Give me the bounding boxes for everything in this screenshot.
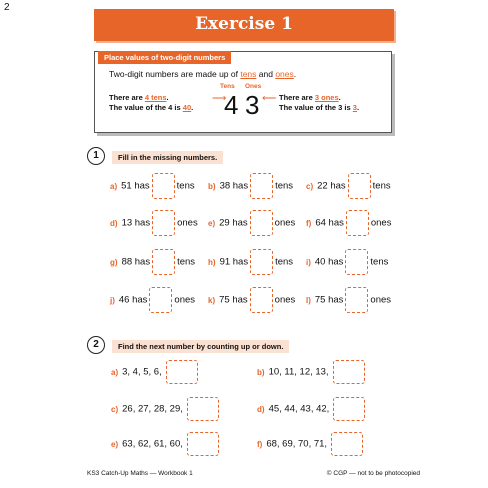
q1-item-suffix: tens xyxy=(177,256,196,268)
tens-line1-text: There are xyxy=(109,93,145,102)
q1-item xyxy=(306,287,391,313)
q1-item-text: 40 has xyxy=(314,256,344,268)
ones-line2-value: 3 xyxy=(352,103,357,112)
answer-box[interactable] xyxy=(348,173,371,199)
q1-item-suffix: ones xyxy=(370,217,392,229)
answer-box[interactable] xyxy=(250,173,273,199)
q2-item-label: c) xyxy=(111,404,119,414)
info-intro-ones: ones xyxy=(275,69,294,79)
q1-item-label: j) xyxy=(110,295,115,305)
q1-item-suffix: tens xyxy=(372,180,391,192)
q1-item xyxy=(306,173,391,199)
q1-item-text: 88 has xyxy=(121,256,151,268)
question-2-heading: Find the next number by counting up or down. xyxy=(112,340,289,353)
q1-item-label: d) xyxy=(110,218,118,228)
answer-box[interactable] xyxy=(152,249,175,275)
ones-line1-value: 3 ones xyxy=(314,93,339,102)
q1-item-label: e) xyxy=(208,218,216,228)
answer-box[interactable] xyxy=(345,249,368,275)
q1-item-label: k) xyxy=(208,295,216,305)
q1-item-label: i) xyxy=(306,257,311,267)
q2-item-label: e) xyxy=(111,439,119,449)
q1-item-suffix: tens xyxy=(176,180,195,192)
info-tag: Place values of two-digit numbers xyxy=(98,51,231,64)
q1-item-text: 75 has xyxy=(314,294,344,306)
q2-item-text: 45, 44, 43, 42, xyxy=(268,403,330,415)
q1-item-text: 46 has xyxy=(118,294,148,306)
question-2-number: 2 xyxy=(87,336,105,354)
q1-item-text: 13 has xyxy=(121,217,151,229)
tens-line2-text: The value of the 4 is xyxy=(109,103,183,112)
q2-item-label: f) xyxy=(257,439,263,449)
q1-item-suffix: ones xyxy=(274,294,296,306)
ones-line1-text: There are xyxy=(279,93,315,102)
info-box xyxy=(94,51,392,133)
digit-tens: 4 xyxy=(224,90,239,120)
answer-box[interactable] xyxy=(333,360,365,384)
q1-item-suffix: ones xyxy=(274,217,296,229)
answer-box[interactable] xyxy=(331,432,363,456)
answer-box[interactable] xyxy=(345,287,368,313)
q1-item-label: l) xyxy=(306,295,311,305)
q1-item xyxy=(208,210,295,236)
q1-item-suffix: ones xyxy=(370,294,392,306)
q2-item xyxy=(257,432,363,456)
ones-line2-text: The value of the 3 is xyxy=(279,103,353,112)
tens-line2-end: . xyxy=(191,103,194,112)
answer-box[interactable] xyxy=(333,397,365,421)
answer-box[interactable] xyxy=(152,173,175,199)
answer-box[interactable] xyxy=(187,432,219,456)
q1-item xyxy=(110,249,195,275)
q1-item-text: 51 has xyxy=(121,180,150,192)
q1-item-label: f) xyxy=(306,218,312,228)
digit-ones: 3 xyxy=(245,90,260,120)
tens-line2-value: 40 xyxy=(182,103,192,112)
q1-item-suffix: tens xyxy=(275,256,294,268)
q1-item-suffix: ones xyxy=(177,217,198,229)
answer-box[interactable] xyxy=(149,287,172,313)
q2-item-label: a) xyxy=(111,367,119,377)
q1-item xyxy=(110,287,195,313)
footer-left: KS3 Catch-Up Maths — Workbook 1 xyxy=(87,470,193,477)
question-1-number: 1 xyxy=(87,147,105,165)
ones-line1-end: . xyxy=(338,93,341,102)
answer-box[interactable] xyxy=(250,210,273,236)
info-intro-text: Two-digit numbers are made up of xyxy=(109,69,241,79)
q1-item-label: c) xyxy=(306,181,314,191)
q2-item xyxy=(257,397,365,421)
q2-item-label: b) xyxy=(257,367,265,377)
q1-item-label: g) xyxy=(110,257,118,267)
info-intro-end: . xyxy=(293,69,297,79)
q1-item-text: 38 has xyxy=(219,180,249,192)
q2-item-text: 68, 69, 70, 71, xyxy=(266,438,328,450)
q1-item-label: b) xyxy=(208,181,216,191)
q1-item-text: 22 has xyxy=(317,180,346,192)
q2-item-label: d) xyxy=(257,404,265,414)
ones-label: Ones xyxy=(245,83,262,90)
answer-box[interactable] xyxy=(166,360,198,384)
q2-item xyxy=(111,432,219,456)
q1-item-label: h) xyxy=(208,257,216,267)
q1-item-label: a) xyxy=(110,181,118,191)
tens-line1-value: 4 tens xyxy=(144,93,167,102)
right-arrow-icon: ⟵ xyxy=(262,93,277,104)
q1-item-suffix: ones xyxy=(174,294,196,306)
q2-item xyxy=(257,360,365,384)
q1-item xyxy=(208,249,293,275)
q1-item xyxy=(110,173,195,199)
info-intro-tens: tens xyxy=(240,69,257,79)
q1-item-suffix: tens xyxy=(370,256,389,268)
footer-right: © CGP — not to be photocopied xyxy=(326,470,420,477)
question-1-heading: Fill in the missing numbers. xyxy=(112,151,223,164)
answer-box[interactable] xyxy=(250,249,273,275)
q1-item-text: 64 has xyxy=(315,217,344,229)
answer-box[interactable] xyxy=(187,397,219,421)
title-banner xyxy=(94,9,394,41)
q1-item xyxy=(208,173,293,199)
q2-item-text: 26, 27, 28, 29, xyxy=(122,403,183,415)
ones-explanation xyxy=(279,93,359,113)
left-arrow-icon: ⟶ xyxy=(212,93,227,104)
q1-item xyxy=(208,287,295,313)
q1-item xyxy=(306,249,388,275)
q2-item xyxy=(111,397,219,421)
q1-item-text: 91 has xyxy=(219,256,249,268)
q1-item-text: 29 has xyxy=(219,217,248,229)
answer-box[interactable] xyxy=(346,210,369,236)
answer-box[interactable] xyxy=(152,210,175,236)
answer-box[interactable] xyxy=(250,287,273,313)
tens-line1-end: . xyxy=(166,93,169,102)
q1-item xyxy=(306,210,391,236)
page-title: Exercise 1 xyxy=(195,14,293,34)
tens-explanation xyxy=(109,93,193,113)
tens-label: Tens xyxy=(220,83,235,90)
info-intro xyxy=(109,69,296,79)
ones-line2-end: . xyxy=(356,103,360,112)
info-intro-and: and xyxy=(256,69,276,79)
q1-item xyxy=(110,210,198,236)
q1-item-text: 75 has xyxy=(219,294,248,306)
q2-item-text: 3, 4, 5, 6, xyxy=(122,366,162,378)
q2-item-text: 10, 11, 12, 13, xyxy=(268,366,329,378)
q2-item xyxy=(111,360,198,384)
q2-item-text: 63, 62, 61, 60, xyxy=(122,438,183,450)
page-number: 2 xyxy=(4,2,10,13)
q1-item-suffix: tens xyxy=(275,180,294,192)
